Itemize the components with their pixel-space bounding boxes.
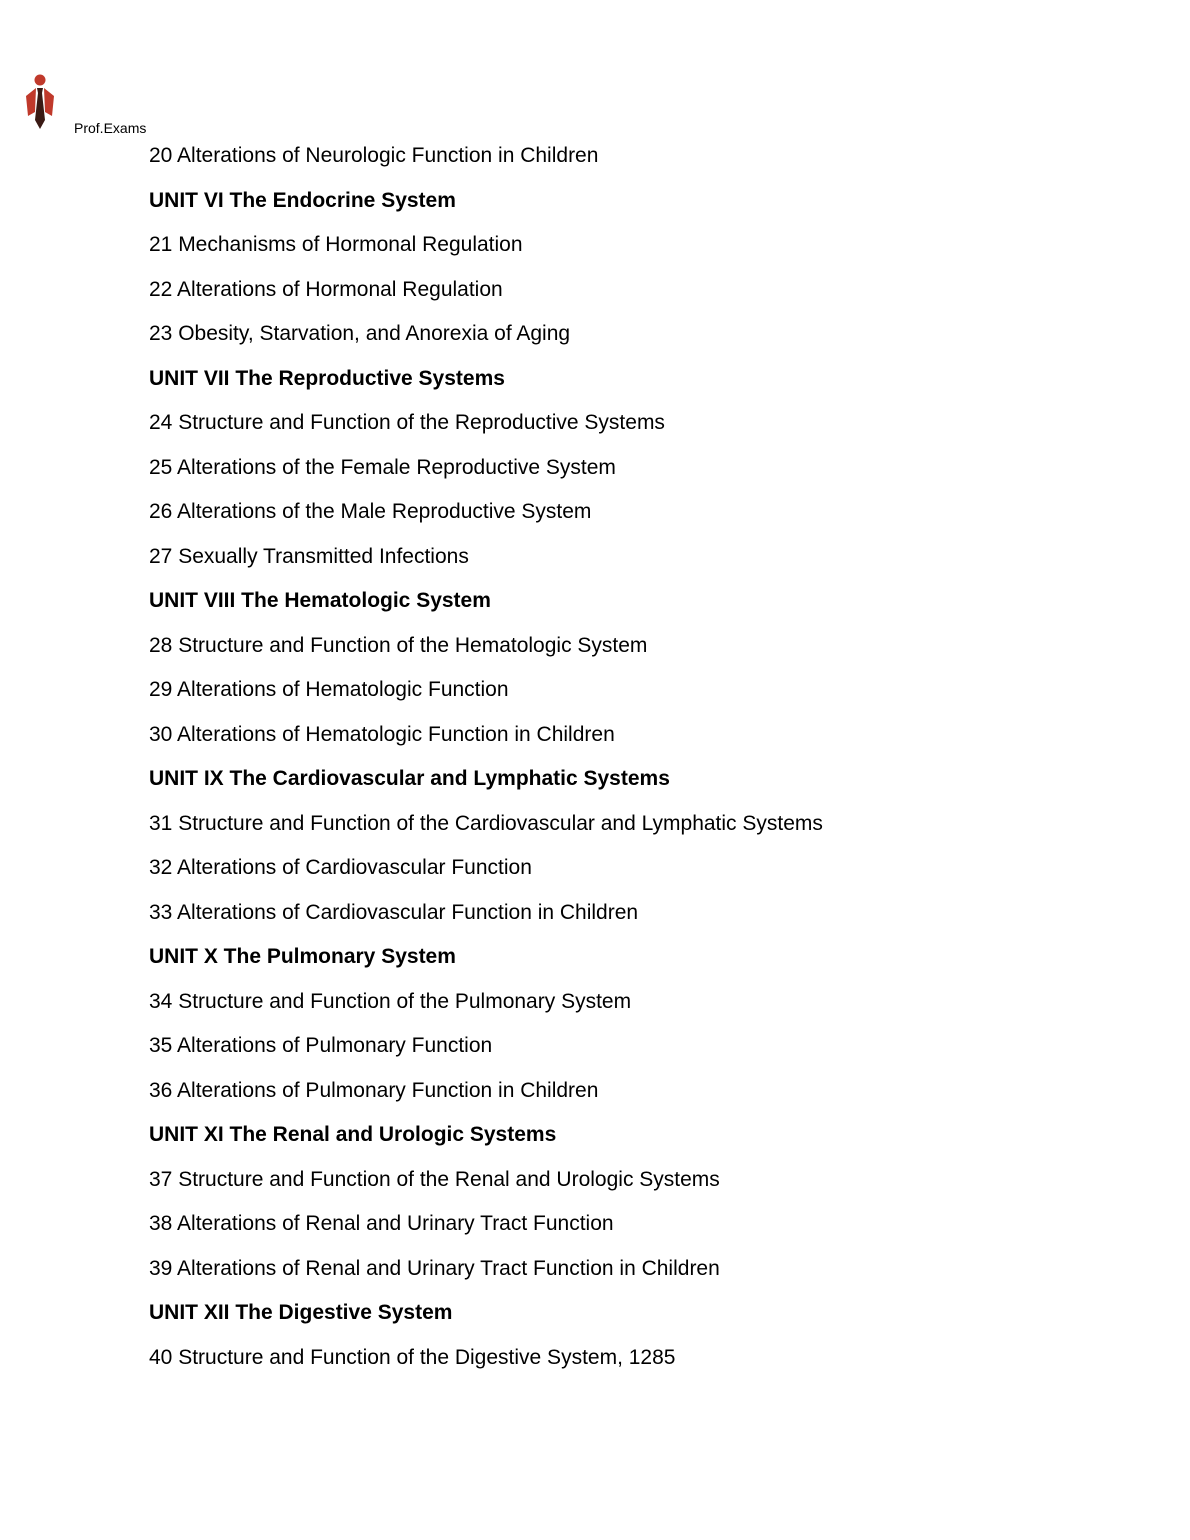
toc-chapter-entry: 24 Structure and Function of the Reproductive Systems	[149, 411, 665, 434]
logo-right-lapel	[44, 88, 54, 116]
toc-chapter-entry: 35 Alterations of Pulmonary Function	[149, 1034, 493, 1057]
toc-chapter-entry: 27 Sexually Transmitted Infections	[149, 544, 469, 568]
toc-chapter-entry: 26 Alterations of the Male Reproductive System	[149, 500, 592, 523]
toc-unit-heading: UNIT VIII The Hematologic System	[149, 589, 491, 612]
toc-chapter-entry: 29 Alterations of Hematologic Function	[149, 678, 509, 701]
toc-chapter-entry: 40 Structure and Function of the Digestive System, 1285	[149, 1345, 676, 1369]
toc-unit-heading: UNIT IX The Cardiovascular and Lymphatic Systems	[149, 767, 670, 790]
toc-unit-heading: UNIT VII The Reproductive Systems	[149, 366, 505, 390]
toc-chapter-entry: 31 Structure and Function of the Cardiovascular and Lymphatic Systems	[149, 811, 823, 835]
logo-tie	[35, 88, 45, 129]
toc-unit-heading: UNIT X The Pulmonary System	[149, 945, 456, 968]
toc-chapter-entry: 23 Obesity, Starvation, and Anorexia of Aging	[149, 322, 571, 345]
toc-chapter-entry: 37 Structure and Function of the Renal and Urologic Systems	[149, 1167, 720, 1191]
toc-chapter-entry: 38 Alterations of Renal and Urinary Tract Function	[149, 1212, 614, 1235]
logo-head	[35, 75, 46, 86]
toc-chapter-entry: 21 Mechanisms of Hormonal Regulation	[149, 233, 523, 256]
toc-chapter-entry: 28 Structure and Function of the Hematologic System	[149, 633, 648, 657]
toc-chapter-entry: 20 Alterations of Neurologic Function in Children	[149, 144, 599, 167]
toc-unit-heading: UNIT XII The Digestive System	[149, 1301, 453, 1324]
table-of-contents	[149, 141, 823, 1387]
toc-chapter-entry: 30 Alterations of Hematologic Function in Children	[149, 722, 615, 746]
profexams-logo	[22, 74, 58, 130]
toc-chapter-entry: 25 Alterations of the Female Reproductive System	[149, 455, 616, 479]
logo-left-lapel	[26, 88, 36, 116]
toc-chapter-entry: 39 Alterations of Renal and Urinary Tract Function in Children	[149, 1256, 720, 1280]
toc-chapter-entry: 32 Alterations of Cardiovascular Function	[149, 856, 532, 879]
toc-chapter-entry: 36 Alterations of Pulmonary Function in Children	[149, 1078, 599, 1102]
toc-unit-heading: UNIT XI The Renal and Urologic Systems	[149, 1123, 557, 1146]
brand-name: Prof.Exams	[74, 120, 147, 136]
toc-chapter-entry: 22 Alterations of Hormonal Regulation	[149, 277, 503, 301]
toc-chapter-entry: 34 Structure and Function of the Pulmonary System	[149, 989, 632, 1013]
toc-chapter-entry: 33 Alterations of Cardiovascular Function in Children	[149, 900, 639, 924]
toc-unit-heading: UNIT VI The Endocrine System	[149, 188, 456, 212]
